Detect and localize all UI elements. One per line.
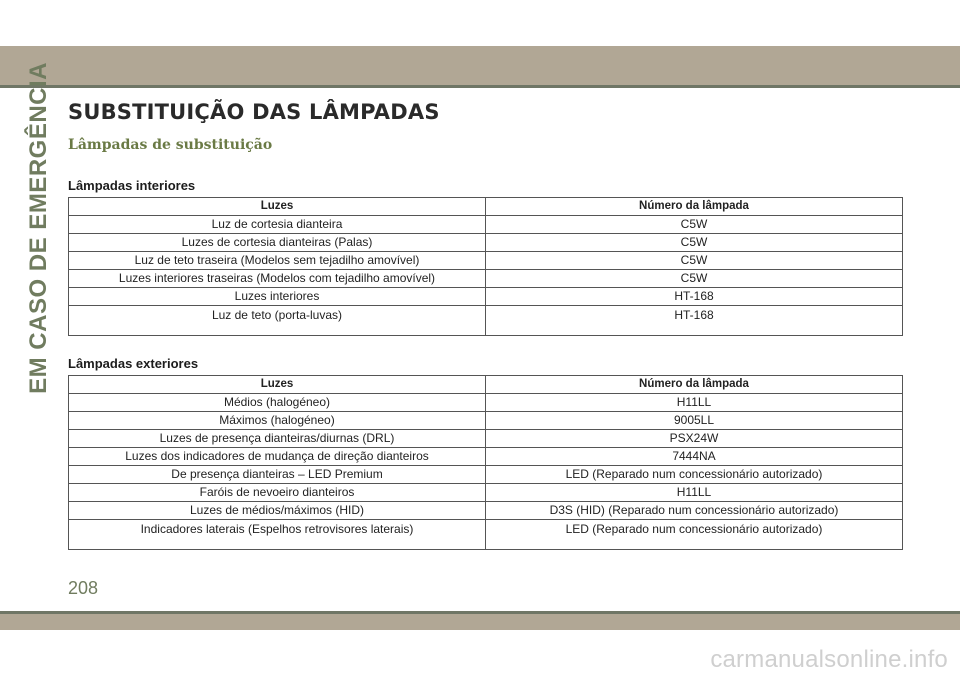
table-header-row <box>69 376 903 394</box>
table-row <box>69 520 903 550</box>
table-row <box>69 270 903 288</box>
table-row <box>69 394 903 412</box>
bulb-number-cell: C5W <box>486 216 903 234</box>
table-row <box>69 288 903 306</box>
interior-bulbs-table <box>68 197 903 336</box>
page-title: SUBSTITUIÇÃO DAS LÂMPADAS <box>68 100 440 124</box>
light-name-cell: Luzes de médios/máximos (HID) <box>69 502 486 520</box>
bulb-number-cell: D3S (HID) (Reparado num concessionário autorizado) <box>486 502 903 520</box>
light-name-cell: Luz de cortesia dianteira <box>69 216 486 234</box>
table-row <box>69 430 903 448</box>
bulb-number-cell: LED (Reparado num concessionário autorizado) <box>486 466 903 484</box>
bulb-number-cell: 7444NA <box>486 448 903 466</box>
light-name-cell: Máximos (halogéneo) <box>69 412 486 430</box>
bulb-number-cell: HT-168 <box>486 306 903 336</box>
side-section-title-text: EM CASO DE EMERGÊNCIA <box>25 61 52 394</box>
sub-title: Lâmpadas de substituição <box>68 137 273 153</box>
table-row <box>69 502 903 520</box>
bulb-number-cell: H11LL <box>486 484 903 502</box>
table-row <box>69 448 903 466</box>
light-name-cell: Médios (halogéneo) <box>69 394 486 412</box>
bulb-number-cell: C5W <box>486 252 903 270</box>
table-row <box>69 306 903 336</box>
interior-heading: Lâmpadas interiores <box>68 178 196 193</box>
light-name-cell: Indicadores laterais (Espelhos retrovisores laterais) <box>69 520 486 550</box>
bulb-number-cell: 9005LL <box>486 412 903 430</box>
bulb-number-cell: HT-168 <box>486 288 903 306</box>
light-name-cell: Luzes interiores <box>69 288 486 306</box>
table-header-row <box>69 198 903 216</box>
column-header-lights: Luzes <box>69 198 486 216</box>
light-name-cell: Luzes interiores traseiras (Modelos com tejadilho amovível) <box>69 270 486 288</box>
page-number: 208 <box>68 578 99 598</box>
light-name-cell: Luzes dos indicadores de mudança de direção dianteiros <box>69 448 486 466</box>
table-row <box>69 234 903 252</box>
column-header-bulb-number: Número da lâmpada <box>486 198 903 216</box>
bulb-number-cell: PSX24W <box>486 430 903 448</box>
side-section-title <box>22 61 56 394</box>
exterior-bulbs-table <box>68 375 903 550</box>
bulb-number-cell: H11LL <box>486 394 903 412</box>
exterior-heading: Lâmpadas exteriores <box>68 356 199 371</box>
light-name-cell: Luz de teto traseira (Modelos sem tejadilho amovível) <box>69 252 486 270</box>
table-row <box>69 216 903 234</box>
light-name-cell: Luzes de presença dianteiras/diurnas (DRL) <box>69 430 486 448</box>
bulb-number-cell: C5W <box>486 270 903 288</box>
table-row <box>69 412 903 430</box>
column-header-lights: Luzes <box>69 376 486 394</box>
top-decorative-band <box>0 46 960 85</box>
table-row <box>69 466 903 484</box>
bulb-number-cell: LED (Reparado num concessionário autorizado) <box>486 520 903 550</box>
table-row <box>69 252 903 270</box>
top-decorative-line <box>0 85 960 88</box>
light-name-cell: Luzes de cortesia dianteiras (Palas) <box>69 234 486 252</box>
watermark: carmanualsonline.info <box>710 646 948 673</box>
light-name-cell: Faróis de nevoeiro dianteiros <box>69 484 486 502</box>
bottom-decorative-band <box>0 614 960 630</box>
table-row <box>69 484 903 502</box>
light-name-cell: De presença dianteiras – LED Premium <box>69 466 486 484</box>
light-name-cell: Luz de teto (porta-luvas) <box>69 306 486 336</box>
column-header-bulb-number: Número da lâmpada <box>486 376 903 394</box>
bulb-number-cell: C5W <box>486 234 903 252</box>
